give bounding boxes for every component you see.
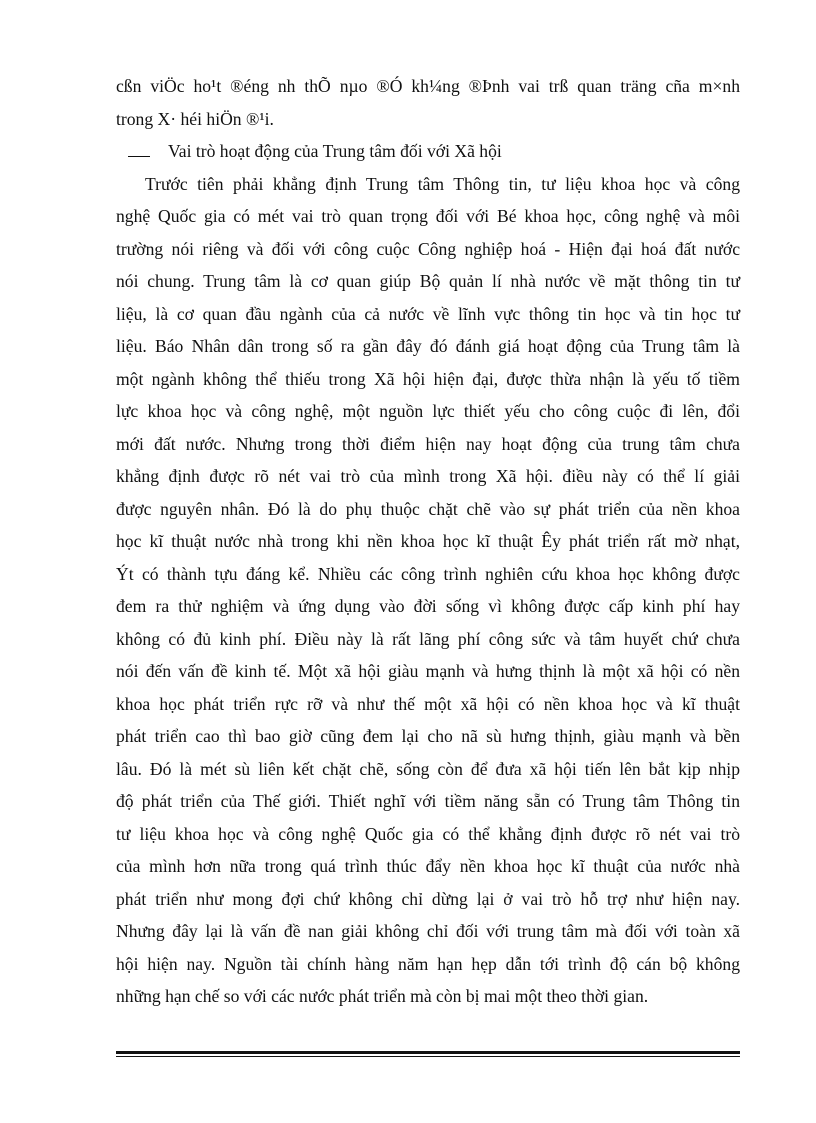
text-line: khoa học phát triển rực rỡ và như thế một xã hội có nền khoa học và kĩ thuật bbox=[116, 693, 740, 714]
text-line: Ýt có thành tựu đáng kể. Nhiều các công trình nghiên cứu khoa học không được bbox=[116, 563, 740, 584]
text-line: liệu. Báo Nhân dân trong số ra gần đây đó đánh giá hoạt động của Trung tâm là bbox=[116, 336, 740, 356]
text-line: độ phát triển của Thế giới. Thiết nghĩ với tiềm năng sẵn có Trung tâm Thông tin bbox=[116, 791, 740, 811]
section-heading bbox=[116, 135, 740, 168]
heading-rule bbox=[128, 142, 150, 157]
text-line: mới đất nước. Nhưng trong thời điểm hiện nay hoạt động của trung tâm chưa bbox=[116, 433, 740, 454]
text-line: không có đủ kinh phí. Điều này là rất lãng phí công sức và tâm huyết chứ chưa bbox=[116, 628, 740, 649]
text-line: những hạn chế so với các nước phát triển mà còn bị mai một theo thời gian. bbox=[116, 986, 649, 1006]
heading-text: Vai trò hoạt động của Trung tâm đối với Xã hội bbox=[168, 141, 502, 161]
text-line: của mình hơn nữa trong quá trình thúc đẩy nền khoa học kĩ thuật của nước nhà bbox=[116, 856, 740, 876]
text-line: lực khoa học và công nghệ, một nguồn lực thiết yếu cho công cuộc đi lên, đổi bbox=[116, 401, 740, 421]
text-line: nói đến vấn đề kinh tế. Một xã hội giàu mạnh và hưng thịnh là một xã hội có nền bbox=[116, 661, 740, 681]
text-line: hội hiện nay. Nguồn tài chính hàng năm hạn hẹp dẫn tới trình độ cán bộ không bbox=[116, 953, 740, 974]
footer-rule-thin bbox=[116, 1056, 740, 1057]
text-line: đem ra thử nghiệm và ứng dụng vào đời sống vì không được cấp kinh phí hay bbox=[116, 596, 740, 616]
text-line: liệu, là cơ quan đầu ngành của cả nước về lĩnh vực thông tin học và tin học tư bbox=[116, 303, 740, 324]
paragraph-first-line: Trước tiên phải khẳng định Trung tâm Thông tin, tư liệu khoa học và công bbox=[145, 173, 740, 194]
text-line: trường nói riêng và đối với công cuộc Công nghiệp hoá - Hiện đại hoá đất nước bbox=[116, 238, 740, 259]
text-line: một ngành không thể thiếu trong Xã hội hiện đại, được thừa nhận là yếu tố tiềm bbox=[116, 368, 740, 389]
text-line: được nguyên nhân. Đó là do phụ thuộc chặt chẽ vào sự phát triển của nền khoa bbox=[116, 498, 740, 519]
text-line: phát triển cao thì bao giờ cũng đem lại cho nã sù hưng thịnh, giàu mạnh và bền bbox=[116, 726, 740, 746]
text-line: nói chung. Trung tâm là cơ quan giúp Bộ quản lí nhà nước về mặt thông tin tư bbox=[116, 271, 740, 291]
footer-rule-thick bbox=[116, 1051, 740, 1054]
text-line: phát triển như mong đợi chứ không chỉ dừng lại ở vai trò hỗ trợ như hiện nay. bbox=[116, 888, 740, 909]
text-line: học kĩ thuật nước nhà trong khi nền khoa học kĩ thuật Êy phát triển rất mờ nhạt, bbox=[116, 531, 740, 551]
body-text bbox=[116, 70, 740, 1013]
text-line: nghệ Quốc gia có mét vai trò quan trọng đối với Bé khoa học, công nghệ và môi bbox=[116, 206, 740, 226]
footer-double-rule bbox=[116, 1051, 740, 1058]
text-line: tư liệu khoa học và công nghệ Quốc gia có thể khẳng định được rõ nét vai trò bbox=[116, 823, 740, 844]
text-line: lâu. Đó là mét sù liên kết chặt chẽ, sống còn để đưa xã hội tiến lên bắt kịp nhịp bbox=[116, 758, 740, 779]
text-line: cßn viÖc ho¹t ®éng nh thÕ nµo ®Ó kh¼ng ®Þnh vai trß quan träng cña m×nh bbox=[116, 76, 740, 96]
text-line: khẳng định được rõ nét vai trò của mình trong Xã hội. điều này có thể lí giải bbox=[116, 466, 740, 486]
text-line: Nhưng đây lại là vấn đề nan giải không chỉ đối với trung tâm mà đối với toàn xã bbox=[116, 921, 740, 941]
text-line: trong X· héi hiÖn ®¹i. bbox=[116, 108, 274, 129]
